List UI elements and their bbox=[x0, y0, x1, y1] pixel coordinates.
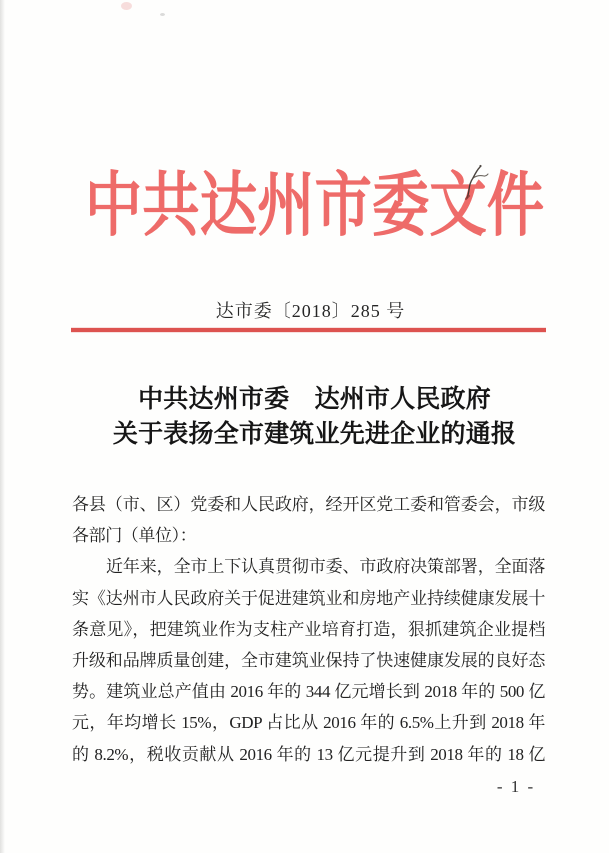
body-line: 各部门（单位）： bbox=[72, 526, 197, 546]
document-title bbox=[10, 382, 609, 452]
body-line: 近年来，全市上下认真贯彻市委、市政府决策部署，全面落 bbox=[106, 557, 545, 577]
scan-speck bbox=[121, 2, 132, 10]
body-line: 元，年均增长 15%，GDP 占比从 2016 年的 6.5%上升到 2018 年 bbox=[72, 713, 545, 733]
body-line: 升级和品牌质量创建，全市建筑业保持了快速健康发展的良好态 bbox=[72, 650, 545, 670]
document-title-line-2: 关于表扬全市建筑业先进企业的通报 bbox=[112, 421, 517, 448]
body-line: 条意见》，把建筑业作为支柱产业培育打造，狠抓建筑企业提档 bbox=[72, 619, 545, 639]
handwritten-pen-mark bbox=[460, 163, 494, 208]
body-line: 势。建筑业总产值由 2016 年的 344 亿元增长到 2018 年的 500 亿 bbox=[72, 682, 545, 702]
document-title-line-1: 中共达州市委 达州市人民政府 bbox=[138, 386, 491, 413]
document-body bbox=[72, 489, 545, 770]
document-number: 达市委〔2018〕285 号 bbox=[215, 301, 406, 321]
scan-speck bbox=[160, 13, 165, 16]
body-line: 实《达州市人民政府关于促进建筑业和房地产业持续健康发展十 bbox=[72, 588, 545, 608]
red-header-title: 中共达州市委文件 bbox=[84, 168, 545, 245]
body-line: 各县（市、区）党委和人民政府，经开区党工委和管委会，市级 bbox=[72, 495, 545, 514]
scan-edge-shadow bbox=[0, 0, 5, 853]
red-divider-rule bbox=[71, 328, 546, 332]
page-number: - 1 - bbox=[496, 777, 536, 796]
body-line: 的 8.2%，税收贡献从 2016 年的 13 亿元提升到 2018 年的 18 亿 bbox=[72, 744, 545, 764]
